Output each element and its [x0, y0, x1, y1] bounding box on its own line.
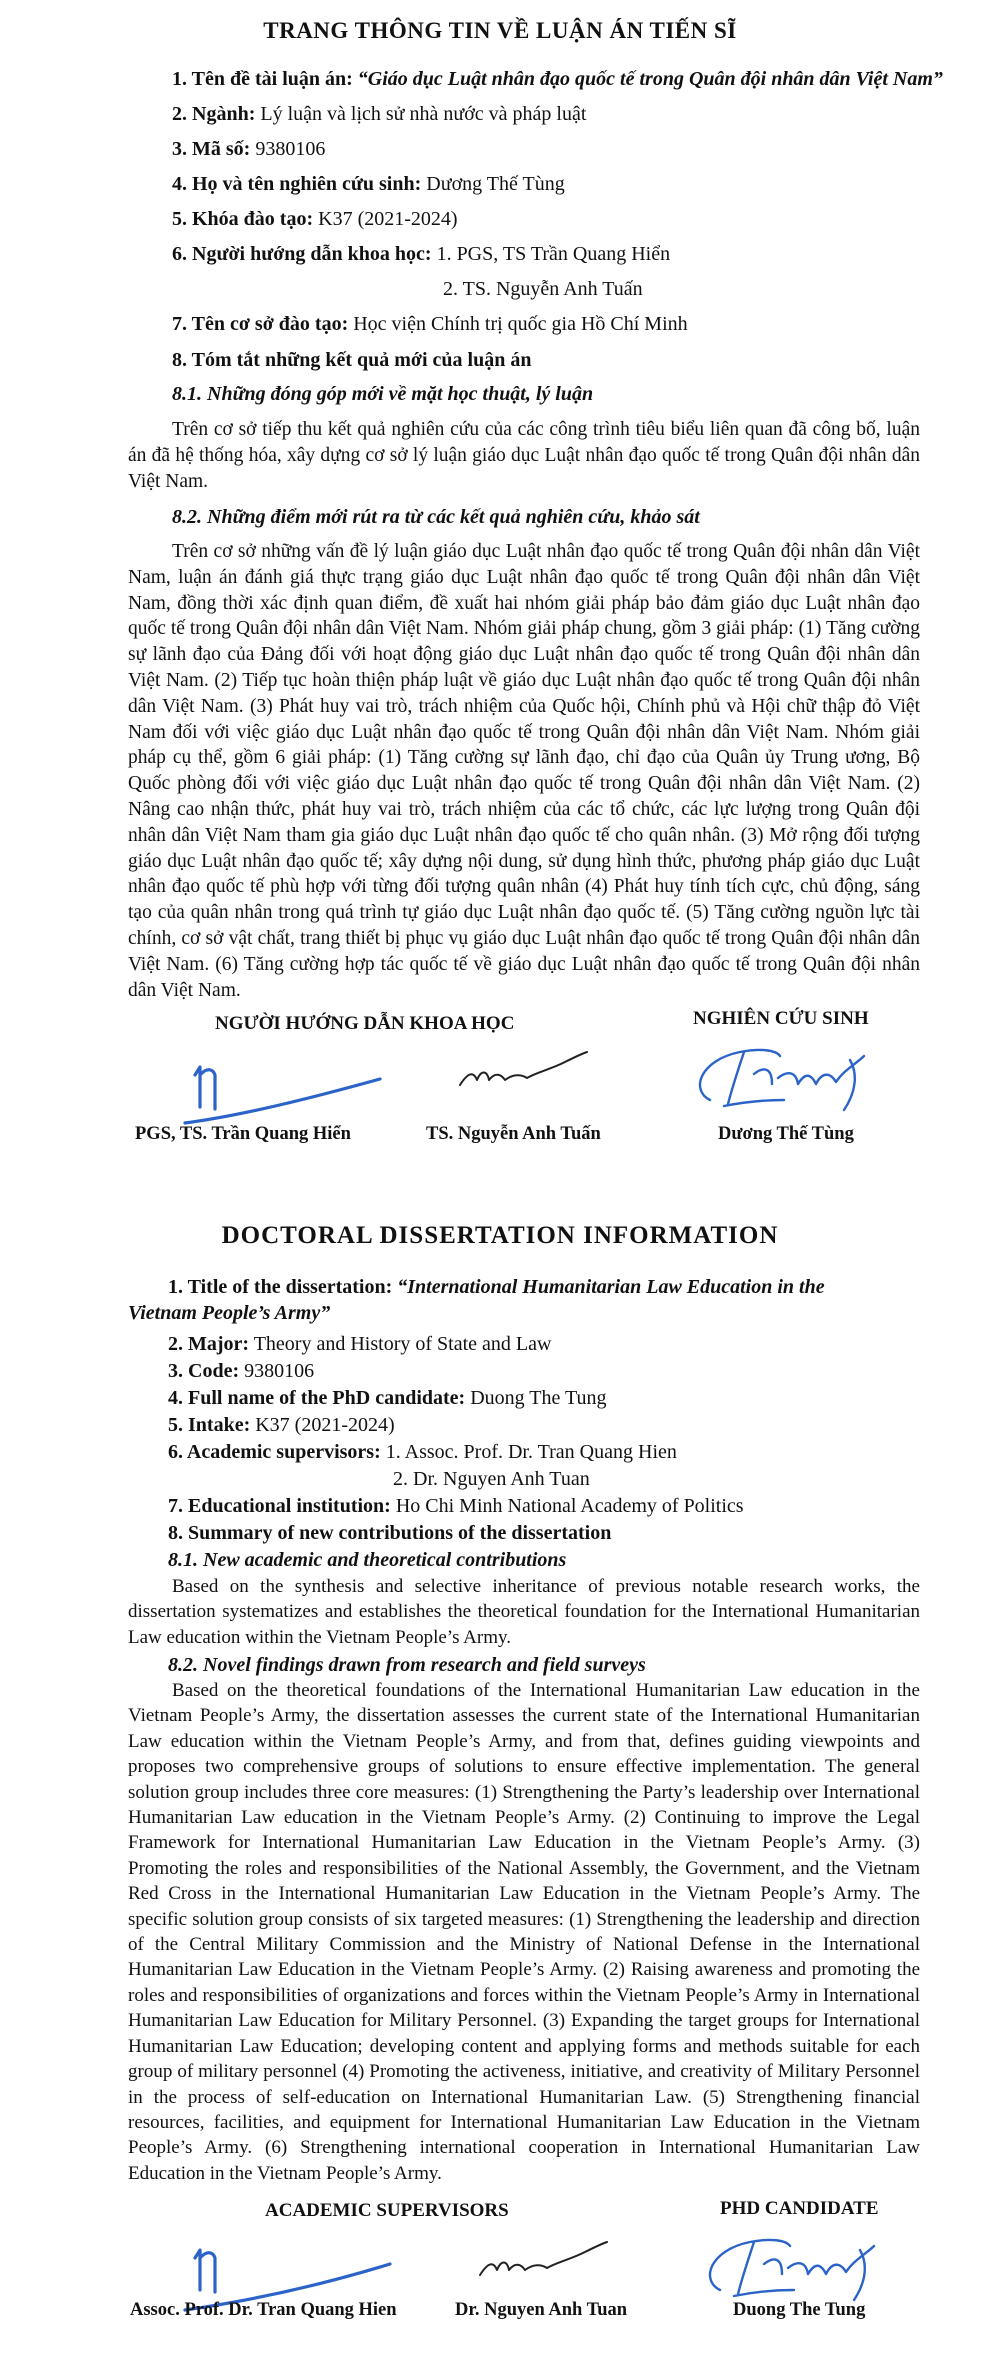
en-item-6: 6. Academic supervisors: 1. Assoc. Prof. Dr. Tran Quang Hien — [168, 1441, 677, 1463]
vn-item-4: 4. Họ và tên nghiên cứu sinh: Dương Thế Tùng — [172, 173, 565, 195]
vietnamese-section — [0, 0, 1000, 1175]
vn-candidate-heading: NGHIÊN CỨU SINH — [693, 1008, 869, 1029]
en-item-1: 1. Title of the dissertation: “International Humanitarian Law Education in the — [168, 1276, 825, 1298]
en-item-4: 4. Full name of the PhD candidate: Duong The Tung — [168, 1387, 607, 1409]
vn-signature-2-image — [445, 1040, 595, 1100]
vn-item-5: 5. Khóa đào tạo: K37 (2021-2024) — [172, 208, 458, 230]
en-subheading-8-1: 8.1. New academic and theoretical contributions — [168, 1549, 567, 1571]
vn-signature-3-image — [680, 1030, 890, 1120]
en-item-1-continuation: Vietnam People’s Army” — [128, 1302, 331, 1324]
en-item-7: 7. Educational institution: Ho Chi Minh National Academy of Politics — [168, 1495, 744, 1517]
en-item-5: 5. Intake: K37 (2021-2024) — [168, 1414, 395, 1436]
english-section — [0, 1200, 1000, 2368]
vn-paragraph-8-2: Trên cơ sở những vấn đề lý luận giáo dục Luật nhân đạo quốc tế trong Quân đội nhân dân Việt Nam, luận án đánh giá thực trạng giáo dục Luật nhân đạo quốc tế trong Quân đội nhân dân Việt Nam, đồng thời xác định quan điểm, đề xuất hai nhóm giải pháp bảo đảm giáo dục Luật nhân đạo quốc tế trong Quân đội nhân dân Việt Nam. Nhóm giải pháp chung, gồm 3 giải pháp: (1) Tăng cường sự lãnh đạo của Đảng đối với hoạt động giáo dục Luật nhân đạo quốc tế trong Quân đội nhân dân Việt Nam. (2) Tiếp tục hoàn thiện pháp luật về giáo dục Luật nhân đạo quốc tế trong Quân đội nhân dân Việt Nam. (3) Phát huy vai trò, trách nhiệm của Quốc hội, Chính phủ và Hội chữ thập đỏ Việt Nam đối với việc giáo dục Luật nhân đạo quốc tế trong Quân đội nhân dân Việt Nam. Nhóm giải pháp cụ thể, gồm 6 giải pháp: (1) Tăng cường sự lãnh đạo, chỉ đạo của Quân ủy Trung ương, Bộ Quốc phòng đối với việc giáo dục Luật nhân đạo quốc tế trong Quân đội nhân dân Việt Nam. (2) Nâng cao nhận thức, phát huy vai trò, trách nhiệm của các tổ chức, các lực lượng trong Quân đội nhân dân Việt Nam tham gia giáo dục Luật nhân đạo quốc tế cho quân nhân. (3) Mở rộng đối tượng giáo dục Luật nhân đạo quốc tế; xây dựng nội dung, sử dụng hình thức, phương pháp giáo dục Luật nhân đạo quốc tế phù hợp với từng đối tượng quân nhân (4) Phát huy tính tích cực, chủ động, sáng tạo của quân nhân trong quá trình tự giáo dục Luật nhân đạo quốc tế. (5) Tăng cường nguồn lực tài chính, cơ sở vật chất, trang thiết bị phục vụ giáo dục Luật nhân đạo quốc tế trong Quân đội nhân dân Việt Nam. (6) Tăng cường hợp tác quốc tế về giáo dục Luật nhân đạo quốc tế trong Quân đội nhân dân Việt Nam. — [128, 541, 920, 1001]
vn-signature-name-1: PGS, TS. Trần Quang Hiển — [135, 1124, 351, 1144]
en-supervisors-heading: ACADEMIC SUPERVISORS — [265, 2200, 509, 2221]
vn-signature-name-3: Dương Thế Tùng — [718, 1124, 854, 1144]
vn-item-6: 6. Người hướng dẫn khoa học: 1. PGS, TS Trần Quang Hiển — [172, 243, 671, 265]
vn-signature-name-2: TS. Nguyễn Anh Tuấn — [426, 1124, 601, 1144]
en-paragraph-8-1: Based on the synthesis and selective inheritance of previous notable research works, the dissertation systematizes and establishes the theoretical foundation for the International Humanitarian Law education within the Vietnam People’s Army. — [128, 1576, 920, 1648]
en-signature-2-image — [465, 2230, 615, 2290]
en-page-title: DOCTORAL DISSERTATION INFORMATION — [221, 1222, 779, 1249]
vn-page-title: TRANG THÔNG TIN VỀ LUẬN ÁN TIẾN SĨ — [263, 18, 737, 43]
vn-subheading-8-1: 8.1. Những đóng góp mới về mặt học thuật, lý luận — [172, 383, 594, 405]
vn-supervisors-heading: NGƯỜI HƯỚNG DẪN KHOA HỌC — [215, 1013, 515, 1034]
en-item-6-second-supervisor: 2. Dr. Nguyen Anh Tuan — [393, 1468, 590, 1490]
vn-signature-1-image — [175, 1045, 395, 1135]
vn-item-6-second-supervisor: 2. TS. Nguyễn Anh Tuấn — [443, 278, 643, 300]
en-item-2: 2. Major: Theory and History of State and Law — [168, 1333, 552, 1355]
vn-item-7: 7. Tên cơ sở đào tạo: Học viện Chính trị quốc gia Hồ Chí Minh — [172, 313, 688, 335]
en-signature-name-1: Assoc. Prof. Dr. Tran Quang Hien — [130, 2300, 397, 2320]
en-signature-name-2: Dr. Nguyen Anh Tuan — [455, 2300, 628, 2320]
vn-subheading-8-2: 8.2. Những điểm mới rút ra từ các kết quả nghiên cứu, khảo sát — [172, 506, 700, 528]
en-item-3: 3. Code: 9380106 — [168, 1360, 315, 1382]
en-candidate-heading: PHD CANDIDATE — [720, 2198, 879, 2219]
vn-item-3: 3. Mã số: 9380106 — [172, 138, 326, 160]
en-signature-3-image — [690, 2220, 900, 2310]
en-signature-name-3: Duong The Tung — [733, 2300, 866, 2320]
vn-item-8: 8. Tóm tắt những kết quả mới của luận án — [172, 349, 532, 371]
vn-item-2: 2. Ngành: Lý luận và lịch sử nhà nước và pháp luật — [172, 103, 587, 125]
vn-item-1: 1. Tên đề tài luận án: “Giáo dục Luật nhân đạo quốc tế trong Quân đội nhân dân Việt Nam” — [172, 68, 943, 90]
en-subheading-8-2: 8.2. Novel findings drawn from research and field surveys — [168, 1654, 646, 1676]
en-paragraph-8-2: Based on the theoretical foundations of the International Humanitarian Law education in the Vietnam People’s Army, the dissertation assesses the current state of the International Humanitarian Law education within the Vietnam People’s Army, and from that, defines guiding viewpoints and proposes two comprehensive groups of solutions to ensure effective implementation. The general solution group includes three core measures: (1) Strengthening the Party’s leadership over International Humanitarian Law education in the Vietnam People’s Army. (2) Continuing to improve the Legal Framework for International Humanitarian Law Education in the Vietnam People’s Army. (3) Promoting the roles and responsibilities of the National Assembly, the Government, and the Vietnam Red Cross in the International Humanitarian Law Education in the Vietnam People’s Army. The specific solution group consists of six targeted measures: (1) Strengthening the leadership and direction of the Central Military Commission and the Ministry of National Defense in the International Humanitarian Law Education in the Vietnam People’s Army. (2) Raising awareness and promoting the roles and responsibilities of organizations and forces within the Vietnam People’s Army in International Humanitarian Law Education for Military Personnel. (3) Expanding the target groups for International Humanitarian Law Education; developing content and applying forms and methods suitable for each group of military personnel (4) Promoting the activeness, initiative, and creativity of Military Personnel in the process of self-education on International Humanitarian Law. (5) Strengthening financial resources, facilities, and equipment for International Humanitarian Law Education in the Vietnam People’s Army. (6) Strengthening international cooperation in International Humanitarian Law Education in the Vietnam People’s Army. — [128, 1680, 920, 2184]
en-item-8: 8. Summary of new contributions of the dissertation — [168, 1522, 612, 1544]
vn-paragraph-8-1: Trên cơ sở tiếp thu kết quả nghiên cứu của các công trình tiêu biểu liên quan đã công bố, luận án đã hệ thống hóa, xây dựng cơ sở lý luận giáo dục Luật nhân đạo quốc tế trong Quân đội nhân dân Việt Nam. — [128, 419, 920, 492]
